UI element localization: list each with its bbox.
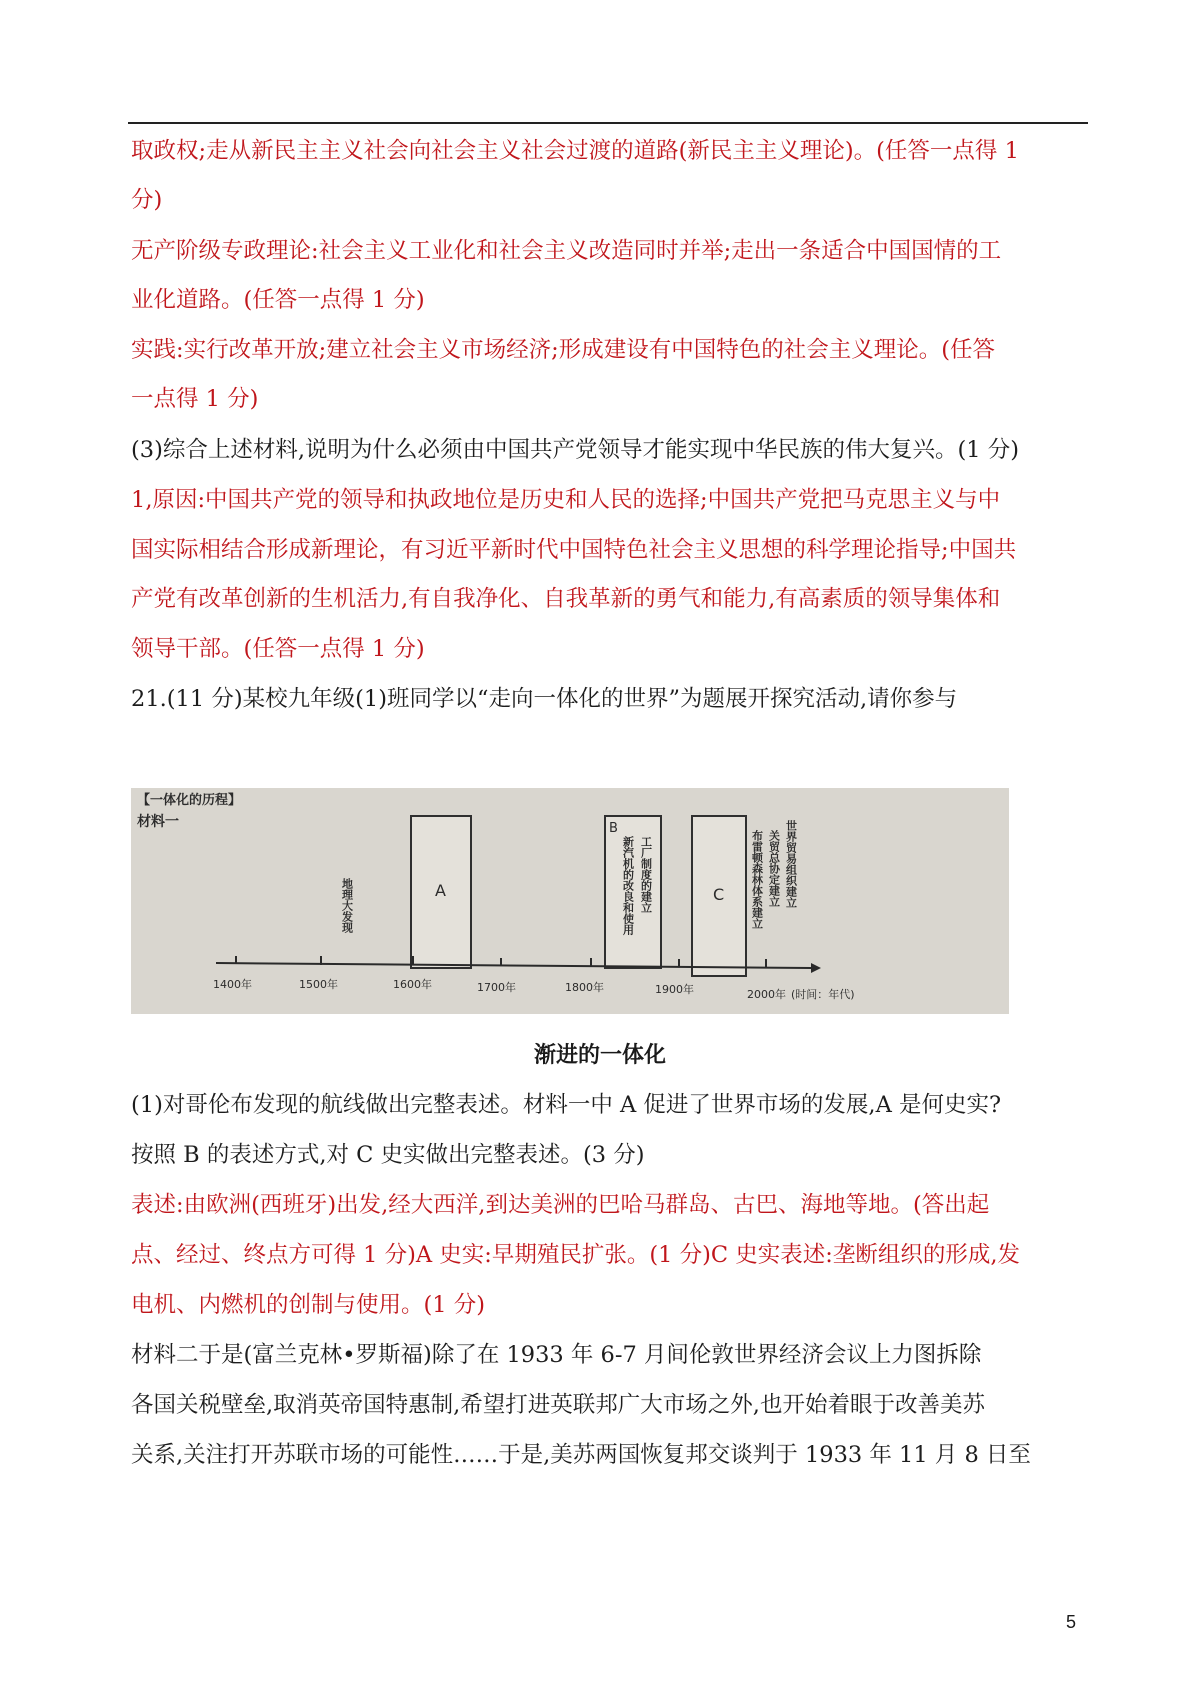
answer-line: 领导干部。(任答一点得 1 分) <box>131 636 425 662</box>
header-rule <box>128 122 1088 124</box>
label-b-sub: 新汽机的改良和使用 <box>621 836 635 935</box>
material-label: 材料一 <box>137 814 179 830</box>
answer-line: 1,原因:中国共产党的领导和执政地位是历史和人民的选择;中国共产党把马克思主义与中 <box>131 487 1001 513</box>
answer-line: 无产阶级专政理论:社会主义工业化和社会主义改造同时并举;走出一条适合中国国情的工 <box>131 238 1002 264</box>
timeline-figure <box>131 788 1009 1014</box>
tick-label: 1900年 <box>655 983 694 996</box>
label-b-main: 工厂制度的建立 <box>639 836 653 913</box>
answer-line: 电机、内燃机的创制与使用。(1 分) <box>131 1292 486 1318</box>
question-line: 21.(11 分)某校九年级(1)班同学以“走向一体化的世界”为题展开探究活动,请你参与 <box>131 686 958 712</box>
answer-line: 分) <box>131 187 163 213</box>
answer-line: 国实际相结合形成新理论，有习近平新时代中国特色社会主义思想的科学理论指导;中国共 <box>131 537 1017 563</box>
tick-label: 1600年 <box>393 978 432 991</box>
material-line: 各国关税壁垒,取消英帝国特惠制,希望打进英联邦广大市场之外,也开始着眼于改善美苏 <box>131 1392 985 1418</box>
question-line: (3)综合上述材料,说明为什么必须由中国共产党领导才能实现中华民族的伟大复兴。(1 分) <box>131 437 1020 463</box>
page-number: 5 <box>1066 1612 1077 1632</box>
label-c-1: 世界贸易组织建立 <box>784 820 798 908</box>
timeline-svg <box>131 788 1009 1014</box>
answer-line: 产党有改革创新的生机活力,有自我净化、自我革新的勇气和能力,有高素质的领导集体和 <box>131 586 1001 612</box>
figure-header: 【一体化的历程】 <box>137 793 242 808</box>
answer-line: 一点得 1 分) <box>131 386 259 412</box>
tick-label: 1700年 <box>477 981 516 994</box>
tick-label: 2000年 <box>747 988 786 1001</box>
box-b-letter: B <box>609 821 618 836</box>
label-c-3: 布雷顿森林体系建立 <box>750 830 764 929</box>
answer-line: 业化道路。(任答一点得 1 分) <box>131 287 425 313</box>
question-line: (1)对哥伦布发现的航线做出完整表述。材料一中 A 促进了世界市场的发展,A 是何史实? <box>131 1092 1002 1118</box>
material-line: 关系,关注打开苏联市场的可能性……于是,美苏两国恢复邦交谈判于 1933 年 11 月 8 日至 <box>131 1442 1031 1468</box>
question-line: 按照 B 的表述方式,对 C 史实做出完整表述。(3 分) <box>131 1142 645 1168</box>
box-a-label: A <box>435 881 446 900</box>
tick-label: 1500年 <box>299 978 338 991</box>
answer-line: 表述:由欧洲(西班牙)出发,经大西洋,到达美洲的巴哈马群岛、古巴、海地等地。(答出起 <box>131 1192 990 1218</box>
answer-line: 取政权;走从新民主主义社会向社会主义社会过渡的道路(新民主主义理论)。(任答一点得 1 <box>131 138 1019 164</box>
label-c-2: 关贸总协定建立 <box>767 830 781 907</box>
tick-label: 1400年 <box>213 978 252 991</box>
box-c-letter: C <box>713 885 725 904</box>
material-line: 材料二于是(富兰克林•罗斯福)除了在 1933 年 6-7 月间伦敦世界经济会议上力图拆除 <box>131 1342 982 1368</box>
tick-label: 1800年 <box>565 981 604 994</box>
figure-caption: 渐进的一体化 <box>533 1043 666 1068</box>
answer-line: 点、经过、终点方可得 1 分)A 史实:早期殖民扩张。(1 分)C 史实表述:垄断组织的形成,发 <box>131 1242 1021 1268</box>
label-geo: 地理大发现 <box>340 878 354 933</box>
axis-unit-label: (时间：年代) <box>791 988 855 1001</box>
answer-line: 实践:实行改革开放;建立社会主义市场经济;形成建设有中国特色的社会主义理论。(任答 <box>131 337 996 363</box>
